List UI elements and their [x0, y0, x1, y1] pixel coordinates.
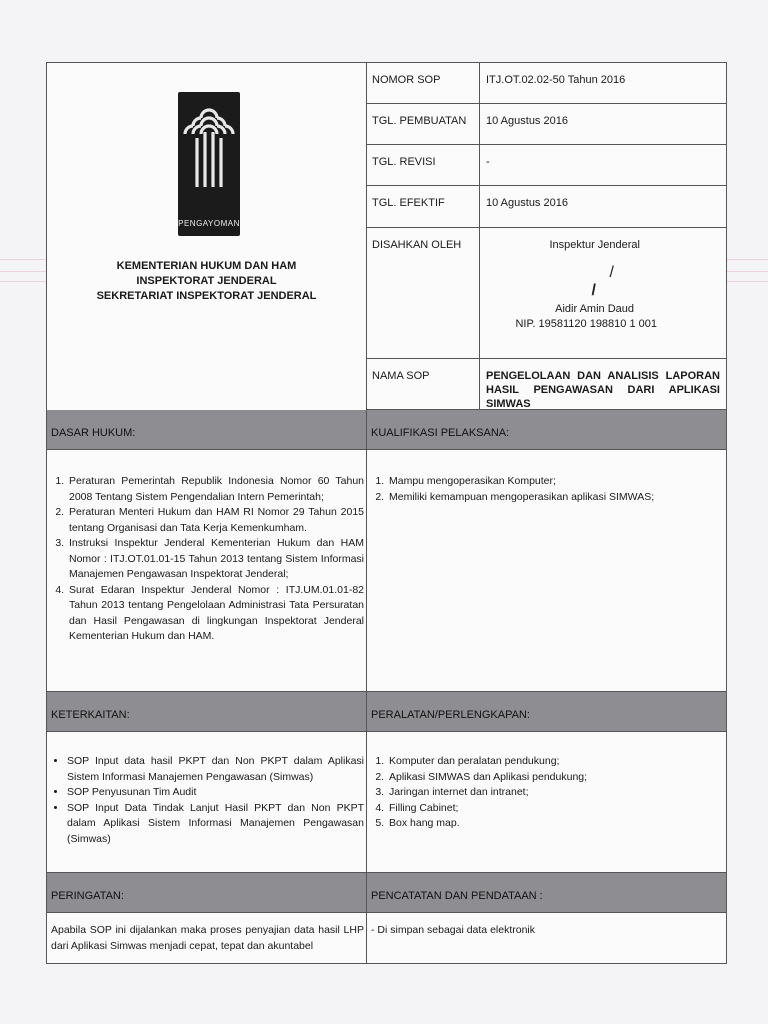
row-tgl-efektif — [367, 186, 726, 228]
row-nama-sop — [367, 359, 726, 410]
list-item: 4. Surat Edaran Inspektur Jenderal Nomor : ITJ.UM.01.01-82 Tahun 2013 tentang Pengelolaan Administrasi Tata Persuratan dan Hasil Pengawasan di lingkungan Inspektorat Jenderal Kementerian Hukum dan HAM. — [67, 583, 364, 645]
org-line: INSPEKTORAT JENDERAL — [136, 275, 277, 287]
section-header-row — [47, 873, 726, 913]
section-header-row — [47, 692, 726, 732]
list-item: 3. Instruksi Inspektur Jenderal Kementerian Hukum dan HAM Nomor : ITJ.OT.01.01-15 Tahun 2013 tentang Sistem Informasi Manajemen Pengawasan Inspektorat Jenderal; — [67, 536, 364, 583]
pengayoman-logo — [178, 92, 240, 236]
tgl-revisi-value: - — [486, 156, 490, 168]
tgl-pembuatan-label: TGL. PEMBUATAN — [367, 104, 480, 144]
org-line: SEKRETARIAT INSPEKTORAT JENDERAL — [96, 290, 317, 302]
pencatatan-title: PENCATATAN DAN PENDATAAN : — [371, 890, 543, 902]
approval-block — [480, 228, 726, 358]
nama-sop-value: PENGELOLAAN DAN ANALISIS LAPORAN HASIL PENGAWASAN DARI APLIKASI SIMWAS — [486, 370, 720, 410]
row-tgl-revisi — [367, 145, 726, 186]
signature-stroke: / — [591, 282, 596, 299]
organization-name — [47, 259, 366, 304]
list-item: 4. Filling Cabinet; — [387, 801, 721, 817]
approver-title: Inspektur Jenderal — [549, 239, 640, 251]
list-item: 1. Komputer dan peralatan pendukung; — [387, 754, 721, 770]
list-item: • SOP Penyusunan Tim Audit — [67, 785, 364, 801]
approver-nip: NIP. 19581120 198810 1 001 — [515, 318, 657, 330]
section-body-row — [47, 913, 726, 963]
dasar-hukum-list — [51, 474, 364, 645]
nomor-sop-label: NOMOR SOP — [367, 63, 480, 103]
list-item: 2. Peraturan Menteri Hukum dan HAM RI Nomor 29 Tahun 2015 tentang Organisasi dan Tata Kerja Kemenkumham. — [67, 505, 364, 536]
header-org-cell — [47, 63, 367, 411]
list-item: • SOP Input Data Tindak Lanjut Hasil PKPT dan Non PKPT dalam Aplikasi Sistem Informasi Manajemen Pengawasan (Simwas) — [67, 801, 364, 848]
list-item: 2. Memiliki kemampuan mengoperasikan aplikasi SIMWAS; — [387, 490, 721, 506]
peringatan-text: Apabila SOP ini dijalankan maka proses penyajian data hasil LHP dari Aplikasi Simwas menjadi cepat, tepat dan akuntabel — [51, 924, 364, 952]
row-tgl-pembuatan — [367, 104, 726, 145]
tgl-revisi-label: TGL. REVISI — [367, 145, 480, 185]
keterkaitan-list — [51, 754, 364, 847]
tgl-efektif-label: TGL. EFEKTIF — [367, 186, 480, 227]
dasar-hukum-title: DASAR HUKUM: — [51, 427, 136, 439]
peralatan-list — [371, 754, 721, 832]
list-item: 1. Mampu mengoperasikan Komputer; — [387, 474, 721, 490]
list-item: 1. Peraturan Pemerintah Republik Indonesia Nomor 60 Tahun 2008 Tentang Sistem Pengendalian Intern Pemerintah; — [67, 474, 364, 505]
list-item: 3. Jaringan internet dan intranet; — [387, 785, 721, 801]
pengayoman-tree-icon — [178, 92, 240, 212]
org-line: KEMENTERIAN HUKUM DAN HAM — [116, 260, 297, 272]
sop-document — [46, 62, 727, 964]
section-body-row — [47, 732, 726, 873]
section-header-row — [47, 410, 726, 450]
nomor-sop-value: ITJ.OT.02.02-50 Tahun 2016 — [486, 74, 626, 86]
list-item: • SOP Input data hasil PKPT dan Non PKPT dalam Aplikasi Sistem Informasi Manajemen Pengawasan (Simwas) — [67, 754, 364, 785]
peralatan-title: PERALATAN/PERLENGKAPAN: — [371, 709, 530, 721]
tgl-efektif-value: 10 Agustus 2016 — [486, 197, 568, 209]
kualifikasi-list — [371, 474, 721, 505]
approver-name: Aidir Amin Daud — [555, 303, 634, 315]
signature-stroke: / — [609, 264, 614, 281]
list-item: 5. Box hang map. — [387, 816, 721, 832]
disahkan-oleh-label: DISAHKAN OLEH — [367, 228, 480, 358]
section-body-row — [47, 450, 726, 692]
tgl-pembuatan-value: 10 Agustus 2016 — [486, 115, 568, 127]
keterkaitan-title: KETERKAITAN: — [51, 709, 130, 721]
kualifikasi-title: KUALIFIKASI PELAKSANA: — [371, 427, 510, 439]
logo-text: PENGAYOMAN — [178, 219, 240, 228]
peringatan-title: PERINGATAN: — [51, 890, 124, 902]
pencatatan-text: - Di simpan sebagai data elektronik — [371, 924, 536, 936]
nama-sop-label: NAMA SOP — [367, 359, 480, 409]
list-item: 2. Aplikasi SIMWAS dan Aplikasi pendukung; — [387, 770, 721, 786]
row-disahkan-oleh — [367, 228, 726, 359]
row-nomor-sop — [367, 63, 726, 104]
